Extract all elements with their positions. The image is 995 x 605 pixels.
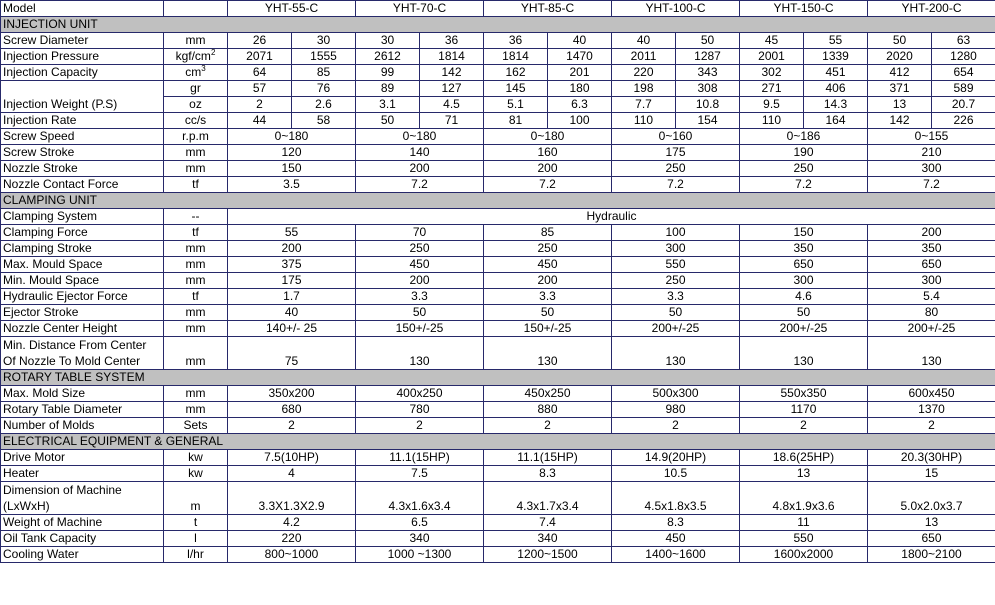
row-value: Hydraulic <box>228 209 995 225</box>
row-label: Screw Speed <box>1 129 164 145</box>
row-value: 500x300 <box>612 386 740 402</box>
row-value: 250 <box>740 161 868 177</box>
row-value: 150+/-25 <box>484 321 612 337</box>
row-value: 150+/-25 <box>356 321 484 337</box>
row-value: 50 <box>356 305 484 321</box>
row-value: 175 <box>612 145 740 161</box>
row-label: Injection Capacity <box>1 65 164 81</box>
row-label: Cooling Water <box>1 547 164 563</box>
row-value: 14.3 <box>804 97 868 113</box>
row-label: Nozzle Contact Force <box>1 177 164 193</box>
row-value: 7.2 <box>612 177 740 193</box>
row-value: 36 <box>484 33 548 49</box>
row-value: 450 <box>484 257 612 273</box>
row-value: 99 <box>356 65 420 81</box>
row-label: Heater <box>1 466 164 482</box>
header-label: Model <box>1 1 164 17</box>
row-label: Max. Mold Size <box>1 386 164 402</box>
row-value: 1200~1500 <box>484 547 612 563</box>
row-value: 130 <box>612 337 740 370</box>
row-label: Rotary Table Diameter <box>1 402 164 418</box>
row-value: 1555 <box>292 49 356 65</box>
row-value: 26 <box>228 33 292 49</box>
row-label: Hydraulic Ejector Force <box>1 289 164 305</box>
spec-row <box>1 531 995 547</box>
row-value: 55 <box>804 33 868 49</box>
row-unit: cc/s <box>164 113 228 129</box>
row-value: 250 <box>612 161 740 177</box>
row-value: 81 <box>484 113 548 129</box>
row-value: 371 <box>868 81 932 97</box>
row-label: Screw Stroke <box>1 145 164 161</box>
row-value: 120 <box>228 145 356 161</box>
row-value: 4.8x1.9x3.6 <box>740 482 868 515</box>
row-value: 180 <box>548 81 612 97</box>
row-value: 50 <box>484 305 612 321</box>
row-value: 2 <box>868 418 995 434</box>
row-value: 650 <box>740 257 868 273</box>
model-header: YHT-200-C <box>868 1 995 17</box>
row-value: 3.3 <box>484 289 612 305</box>
row-value: 200 <box>228 241 356 257</box>
row-value: 800~1000 <box>228 547 356 563</box>
row-value: 300 <box>740 273 868 289</box>
row-value: 650 <box>868 531 995 547</box>
row-value: 160 <box>484 145 612 161</box>
row-value: 4.2 <box>228 515 356 531</box>
row-value: 7.4 <box>484 515 612 531</box>
spec-row <box>1 547 995 563</box>
row-value: 130 <box>740 337 868 370</box>
row-value: 340 <box>356 531 484 547</box>
row-value: 1470 <box>548 49 612 65</box>
row-value: 40 <box>548 33 612 49</box>
spec-row <box>1 177 995 193</box>
row-value: 18.6(25HP) <box>740 450 868 466</box>
row-label: Clamping System <box>1 209 164 225</box>
row-value: 11 <box>740 515 868 531</box>
row-unit: oz <box>164 97 228 113</box>
row-value: 600x450 <box>868 386 995 402</box>
row-value: 340 <box>484 531 612 547</box>
row-value: 71 <box>420 113 484 129</box>
spec-row <box>1 418 995 434</box>
spec-row <box>1 81 995 97</box>
row-value: 11.1(15HP) <box>484 450 612 466</box>
row-value: 70 <box>356 225 484 241</box>
row-value: 2 <box>612 418 740 434</box>
row-value: 110 <box>612 113 676 129</box>
row-value: 4 <box>228 466 356 482</box>
row-value: 3.1 <box>356 97 420 113</box>
row-value: 30 <box>356 33 420 49</box>
spec-row <box>1 209 995 225</box>
row-value: 50 <box>740 305 868 321</box>
row-value: 450x250 <box>484 386 612 402</box>
row-value: 1000 ~1300 <box>356 547 484 563</box>
row-label: Max. Mould Space <box>1 257 164 273</box>
row-value: 2011 <box>612 49 676 65</box>
section-title: ELECTRICAL EQUIPMENT & GENERAL <box>1 434 995 450</box>
row-value: 4.3x1.7x3.4 <box>484 482 612 515</box>
row-value: 142 <box>420 65 484 81</box>
row-unit: t <box>164 515 228 531</box>
row-label: Injection Weight (P.S) <box>1 81 164 113</box>
row-value: 0~180 <box>228 129 356 145</box>
row-value: 2071 <box>228 49 292 65</box>
row-value: 2 <box>740 418 868 434</box>
row-label: Drive Motor <box>1 450 164 466</box>
row-value: 89 <box>356 81 420 97</box>
row-value: 2 <box>228 418 356 434</box>
row-value: 200+/-25 <box>740 321 868 337</box>
row-value: 3.3 <box>612 289 740 305</box>
row-value: 250 <box>484 241 612 257</box>
row-label: Nozzle Center Height <box>1 321 164 337</box>
row-value: 50 <box>612 305 740 321</box>
row-unit: l <box>164 531 228 547</box>
model-header: YHT-70-C <box>356 1 484 17</box>
spec-row <box>1 482 995 515</box>
row-value: 2001 <box>740 49 804 65</box>
row-label: Oil Tank Capacity <box>1 531 164 547</box>
row-unit: m <box>164 482 228 515</box>
row-value: 300 <box>612 241 740 257</box>
row-value: 154 <box>676 113 740 129</box>
row-value: 250 <box>612 273 740 289</box>
section-header <box>1 434 995 450</box>
row-unit: tf <box>164 289 228 305</box>
model-header: YHT-85-C <box>484 1 612 17</box>
row-value: 57 <box>228 81 292 97</box>
row-value: 7.2 <box>740 177 868 193</box>
row-value: 343 <box>676 65 740 81</box>
row-value: 450 <box>612 531 740 547</box>
row-value: 40 <box>228 305 356 321</box>
row-value: 1287 <box>676 49 740 65</box>
row-value: 2020 <box>868 49 932 65</box>
row-value: 200+/-25 <box>868 321 995 337</box>
row-value: 110 <box>740 113 804 129</box>
row-value: 50 <box>356 113 420 129</box>
row-value: 3.3X1.3X2.9 <box>228 482 356 515</box>
spec-row <box>1 65 995 81</box>
row-value: 45 <box>740 33 804 49</box>
spec-row <box>1 49 995 65</box>
row-value: 451 <box>804 65 868 81</box>
row-value: 1339 <box>804 49 868 65</box>
row-value: 589 <box>932 81 995 97</box>
row-value: 220 <box>612 65 676 81</box>
row-unit: mm <box>164 273 228 289</box>
row-value: 350x200 <box>228 386 356 402</box>
row-unit: kw <box>164 466 228 482</box>
row-value: 200 <box>868 225 995 241</box>
row-value: 308 <box>676 81 740 97</box>
row-value: 145 <box>484 81 548 97</box>
row-unit: -- <box>164 209 228 225</box>
row-value: 2 <box>484 418 612 434</box>
row-value: 75 <box>228 337 356 370</box>
section-header <box>1 370 995 386</box>
spec-row <box>1 305 995 321</box>
row-value: 44 <box>228 113 292 129</box>
row-unit: mm <box>164 241 228 257</box>
spec-row <box>1 386 995 402</box>
spec-row <box>1 241 995 257</box>
row-unit: gr <box>164 81 228 97</box>
row-value: 3.3 <box>356 289 484 305</box>
row-value: 7.2 <box>868 177 995 193</box>
row-value: 350 <box>740 241 868 257</box>
row-unit: kgf/$cm^2$ <box>164 49 228 65</box>
row-value: 20.7 <box>932 97 995 113</box>
row-label: Injection Pressure <box>1 49 164 65</box>
row-value: 226 <box>932 113 995 129</box>
section-title: ROTARY TABLE SYSTEM <box>1 370 995 386</box>
row-value: 130 <box>868 337 995 370</box>
row-value: 8.3 <box>612 515 740 531</box>
row-value: 780 <box>356 402 484 418</box>
row-value: 271 <box>740 81 804 97</box>
row-value: 7.7 <box>612 97 676 113</box>
row-value: 10.5 <box>612 466 740 482</box>
spec-row <box>1 129 995 145</box>
row-value: 406 <box>804 81 868 97</box>
row-value: 2 <box>356 418 484 434</box>
row-value: 0~180 <box>484 129 612 145</box>
row-unit: Sets <box>164 418 228 434</box>
row-value: 0~155 <box>868 129 995 145</box>
row-value: 2.6 <box>292 97 356 113</box>
spec-row <box>1 145 995 161</box>
row-value: 1280 <box>932 49 995 65</box>
row-value: 1400~1600 <box>612 547 740 563</box>
row-value: 980 <box>612 402 740 418</box>
row-value: 64 <box>228 65 292 81</box>
row-value: 1814 <box>484 49 548 65</box>
row-value: 5.0x2.0x3.7 <box>868 482 995 515</box>
row-value: 3.5 <box>228 177 356 193</box>
row-label: Weight of Machine <box>1 515 164 531</box>
model-header: YHT-150-C <box>740 1 868 17</box>
header-row <box>1 1 995 17</box>
row-value: 175 <box>228 273 356 289</box>
row-value: 10.8 <box>676 97 740 113</box>
model-header: YHT-55-C <box>228 1 356 17</box>
row-value: 250 <box>356 241 484 257</box>
row-value: 2612 <box>356 49 420 65</box>
row-label: Number of Molds <box>1 418 164 434</box>
spec-row <box>1 113 995 129</box>
row-value: 63 <box>932 33 995 49</box>
row-label: Dimension of Machine (LxWxH) <box>1 482 164 515</box>
row-value: 200 <box>356 161 484 177</box>
row-value: 7.5(10HP) <box>228 450 356 466</box>
row-value: 1800~2100 <box>868 547 995 563</box>
row-value: 0~180 <box>356 129 484 145</box>
row-value: 6.5 <box>356 515 484 531</box>
row-unit: mm <box>164 257 228 273</box>
row-value: 650 <box>868 257 995 273</box>
row-value: 15 <box>868 466 995 482</box>
row-value: 0~160 <box>612 129 740 145</box>
row-value: 40 <box>612 33 676 49</box>
row-value: 13 <box>740 466 868 482</box>
row-value: 200 <box>484 273 612 289</box>
spec-row <box>1 161 995 177</box>
row-unit: mm <box>164 161 228 177</box>
row-value: 9.5 <box>740 97 804 113</box>
spec-row <box>1 257 995 273</box>
row-value: 220 <box>228 531 356 547</box>
row-value: 1600x2000 <box>740 547 868 563</box>
row-value: 1170 <box>740 402 868 418</box>
row-label: Nozzle Stroke <box>1 161 164 177</box>
row-label: Clamping Force <box>1 225 164 241</box>
row-value: 350 <box>868 241 995 257</box>
row-value: 7.5 <box>356 466 484 482</box>
row-unit: tf <box>164 225 228 241</box>
row-value: 4.6 <box>740 289 868 305</box>
row-value: 5.4 <box>868 289 995 305</box>
row-value: 150 <box>228 161 356 177</box>
row-value: 680 <box>228 402 356 418</box>
row-value: 190 <box>740 145 868 161</box>
row-value: 200 <box>356 273 484 289</box>
row-value: 127 <box>420 81 484 97</box>
row-value: 450 <box>356 257 484 273</box>
row-value: 55 <box>228 225 356 241</box>
row-value: 880 <box>484 402 612 418</box>
spec-row <box>1 321 995 337</box>
row-value: 85 <box>292 65 356 81</box>
spec-row <box>1 289 995 305</box>
row-value: 4.5x1.8x3.5 <box>612 482 740 515</box>
row-value: 302 <box>740 65 804 81</box>
row-value: 142 <box>868 113 932 129</box>
row-value: 140 <box>356 145 484 161</box>
row-value: 80 <box>868 305 995 321</box>
row-value: 2 <box>228 97 292 113</box>
row-value: 76 <box>292 81 356 97</box>
row-value: 300 <box>868 161 995 177</box>
row-label: Min. Mould Space <box>1 273 164 289</box>
row-value: 140+/- 25 <box>228 321 356 337</box>
row-value: 4.3x1.6x3.4 <box>356 482 484 515</box>
spec-row <box>1 33 995 49</box>
row-value: 8.3 <box>484 466 612 482</box>
row-label: Screw Diameter <box>1 33 164 49</box>
row-value: 130 <box>484 337 612 370</box>
row-value: 550 <box>740 531 868 547</box>
row-value: 200+/-25 <box>612 321 740 337</box>
row-value: 375 <box>228 257 356 273</box>
row-value: 162 <box>484 65 548 81</box>
row-value: 50 <box>676 33 740 49</box>
row-value: 50 <box>868 33 932 49</box>
row-value: 14.9(20HP) <box>612 450 740 466</box>
spec-row <box>1 515 995 531</box>
row-value: 550 <box>612 257 740 273</box>
row-unit: r.p.m <box>164 129 228 145</box>
row-value: 6.3 <box>548 97 612 113</box>
row-value: 0~186 <box>740 129 868 145</box>
spec-row <box>1 450 995 466</box>
row-value: 654 <box>932 65 995 81</box>
row-value: 130 <box>356 337 484 370</box>
row-value: 400x250 <box>356 386 484 402</box>
section-title: INJECTION UNIT <box>1 17 995 33</box>
row-value: 7.2 <box>484 177 612 193</box>
row-value: 201 <box>548 65 612 81</box>
row-value: 300 <box>868 273 995 289</box>
row-value: 11.1(15HP) <box>356 450 484 466</box>
row-value: 1.7 <box>228 289 356 305</box>
row-unit: mm <box>164 305 228 321</box>
row-unit: $cm^3$ <box>164 65 228 81</box>
row-value: 210 <box>868 145 995 161</box>
row-value: 100 <box>548 113 612 129</box>
row-label: Min. Distance From Center Of Nozzle To Mold Center <box>1 337 164 370</box>
row-value: 13 <box>868 97 932 113</box>
row-value: 412 <box>868 65 932 81</box>
row-unit: mm <box>164 33 228 49</box>
row-value: 200 <box>484 161 612 177</box>
row-label: Clamping Stroke <box>1 241 164 257</box>
row-value: 5.1 <box>484 97 548 113</box>
section-header <box>1 193 995 209</box>
spec-row <box>1 273 995 289</box>
row-value: 164 <box>804 113 868 129</box>
row-value: 150 <box>740 225 868 241</box>
spec-row <box>1 225 995 241</box>
row-value: 550x350 <box>740 386 868 402</box>
row-unit: kw <box>164 450 228 466</box>
section-header <box>1 17 995 33</box>
row-value: 1370 <box>868 402 995 418</box>
row-value: 30 <box>292 33 356 49</box>
row-unit: mm <box>164 321 228 337</box>
spec-row <box>1 337 995 370</box>
row-value: 36 <box>420 33 484 49</box>
row-label: Ejector Stroke <box>1 305 164 321</box>
row-unit: mm <box>164 402 228 418</box>
row-value: 13 <box>868 515 995 531</box>
row-value: 1814 <box>420 49 484 65</box>
model-header: YHT-100-C <box>612 1 740 17</box>
row-label: Injection Rate <box>1 113 164 129</box>
row-value: 100 <box>612 225 740 241</box>
spec-row <box>1 466 995 482</box>
row-unit: mm <box>164 386 228 402</box>
row-unit: mm <box>164 145 228 161</box>
section-title: CLAMPING UNIT <box>1 193 995 209</box>
row-value: 7.2 <box>356 177 484 193</box>
row-value: 58 <box>292 113 356 129</box>
row-unit: tf <box>164 177 228 193</box>
row-value: 198 <box>612 81 676 97</box>
row-value: 85 <box>484 225 612 241</box>
spec-row <box>1 402 995 418</box>
row-unit: l/hr <box>164 547 228 563</box>
row-value: 20.3(30HP) <box>868 450 995 466</box>
row-unit: mm <box>164 337 228 370</box>
row-value: 4.5 <box>420 97 484 113</box>
